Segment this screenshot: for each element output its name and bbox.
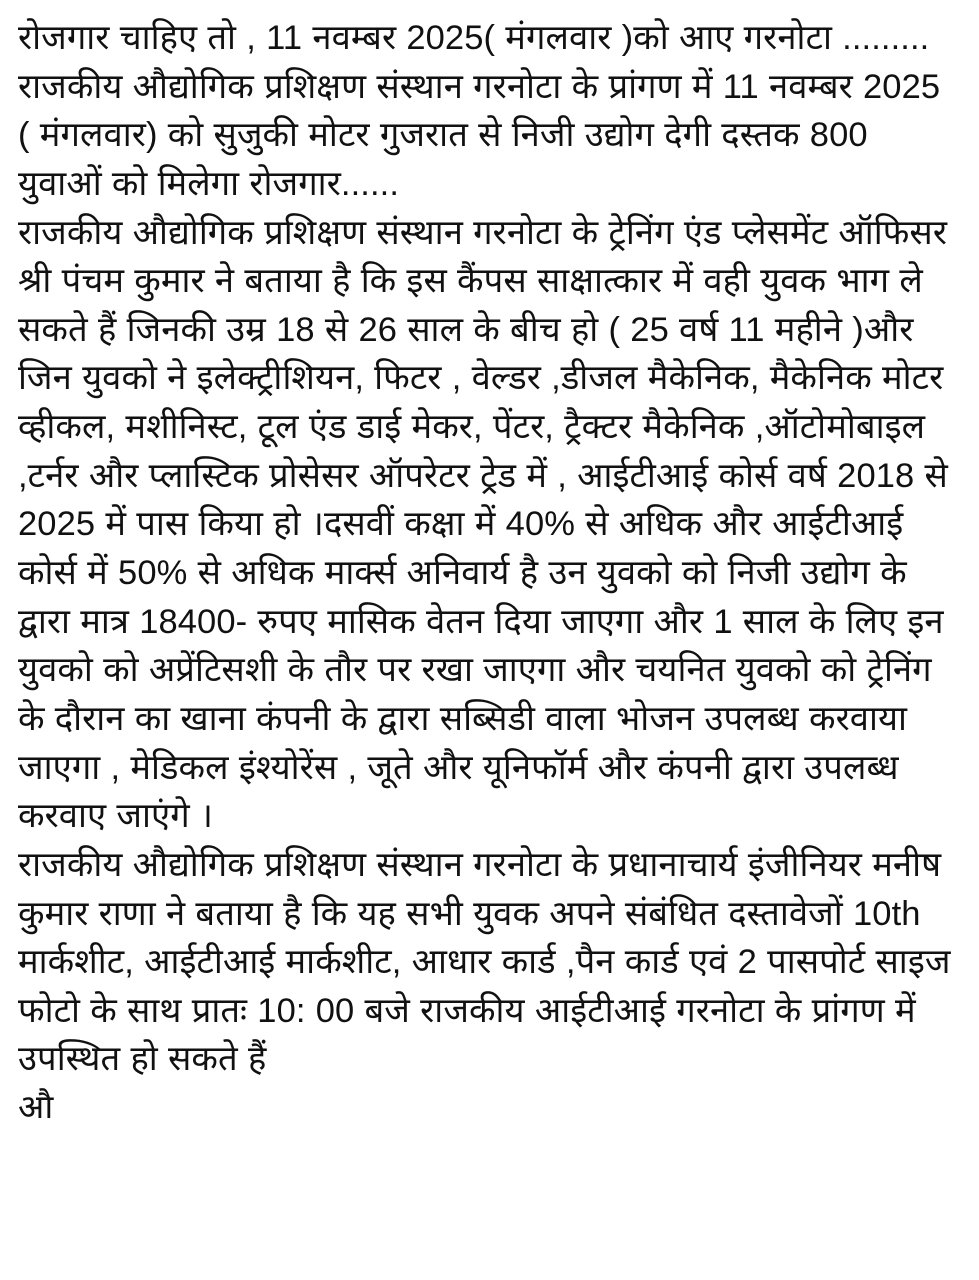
paragraph-1: रोजगार चाहिए तो , 11 नवम्बर 2025( मंगलवार )को आए गरनोटा ......... — [18, 19, 930, 57]
cut-off-line: औ — [18, 1089, 54, 1119]
notice-text-block — [18, 14, 961, 1118]
paragraph-4: राजकीय औद्योगिक प्रशिक्षण संस्थान गरनोटा के प्रधानाचार्य इंजीनियर मनीष कुमार राणा ने बताया है कि यह सभी युवक अपने संबंधित दस्तावेजों 10th मार्कशीट, आईटीआई मार्कशीट, आधार कार्ड ,पैन कार्ड एवं 2 पासपोर्ट साइज फोटो के साथ प्रातः 10: 00 बजे राजकीय आईटीआई गरनोटा के प्रांगण में उपस्थित हो सकते हैं — [18, 845, 951, 1079]
paragraph-3: राजकीय औद्योगिक प्रशिक्षण संस्थान गरनोटा के ट्रेनिंग एंड प्लेसमेंट ऑफिसर श्री पंचम कुमार ने बताया है कि इस कैंपस साक्षात्कार में वही युवक भाग ले सकते हैं जिनकी उम्र 18 से 26 साल के बीच हो ( 25 वर्ष 11 महीने )और जिन युवको ने इलेक्ट्रीशियन, फिटर , वेल्डर ,डीजल मैकेनिक, मैकेनिक मोटर व्हीकल, मशीनिस्ट, टूल एंड डाई मेकर, पेंटर, ट्रैक्टर मैकेनिक ,ऑटोमोबाइल ,टर्नर और प्लास्टिक प्रोसेसर ऑपरेटर ट्रेड में , आईटीआई कोर्स वर्ष 2018 से 2025 में पास किया हो ।दसवीं कक्षा में 40% से अधिक और आईटीआई कोर्स में 50% से अधिक मार्क्स अनिवार्य है उन युवको को निजी उद्योग के द्वारा मात्र 18400- रुपए मासिक वेतन दिया जाएगा और 1 साल के लिए इन युवको को अप्रेंटिसशी के तौर पर रखा जाएगा और चयनित युवको को ट्रेनिंग के दौरान का खाना कंपनी के द्वारा सब्सिडी वाला भोजन उपलब्ध करवाया जाएगा , मेडिकल इंश्योरेंस , जूते और यूनिफॉर्म और कंपनी द्वारा उपलब्ध करवाए जाएंगे । — [18, 213, 948, 836]
paragraph-2: राजकीय औद्योगिक प्रशिक्षण संस्थान गरनोटा के प्रांगण में 11 नवम्बर 2025 ( मंगलवार) को सुजुकी मोटर गुजरात से निजी उद्योग देगी दस्तक 800 युवाओं को मिलेगा रोजगार...... — [18, 67, 941, 203]
